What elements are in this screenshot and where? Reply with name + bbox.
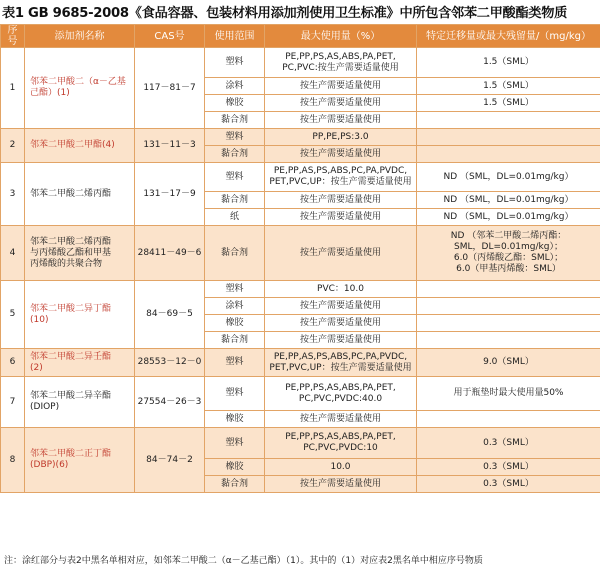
- migration-cell: ND （SML，DL=0.01mg/kg）: [417, 163, 600, 192]
- migration-cell: ND （SML，DL=0.01mg/kg）: [417, 209, 600, 226]
- migration-cell: [417, 146, 600, 163]
- table-row: [1, 349, 600, 377]
- migration-cell: [417, 315, 600, 332]
- max-usage-cell: 按生产需要适量使用: [265, 112, 417, 129]
- cas-cell: 131－11－3: [135, 129, 205, 163]
- migration-cell: 0.3（SML）: [417, 428, 600, 459]
- header-scope: 使用范围: [205, 25, 265, 48]
- scope-cell: 黏合剂: [205, 226, 265, 281]
- table-title: 表1 GB 9685-2008《食品容器、包装材料用添加剂使用卫生标准》中所包含邻苯二甲酸酯类物质: [2, 6, 567, 21]
- cas-cell: 117－81－7: [135, 48, 205, 129]
- max-usage-cell: PE,PP,PS,AS,ABS,PA,PET, PC,PVC:按生产需要适量使用: [265, 48, 417, 78]
- table-row: [1, 428, 600, 459]
- scope-cell: 涂料: [205, 298, 265, 315]
- seq-cell: 1: [1, 48, 25, 129]
- seq-cell: 2: [1, 129, 25, 163]
- migration-cell: [417, 281, 600, 298]
- additive-name-cell: 邻苯二甲酸二烯丙酯 与丙烯酸乙酯和甲基 丙烯酸的共聚合物: [25, 226, 135, 281]
- max-usage-cell: 按生产需要适量使用: [265, 95, 417, 112]
- seq-cell: 6: [1, 349, 25, 377]
- max-usage-cell: PE,PP,AS,PS,ABS,PC,PA,PVDC, PET,PVC,UP：按生产需要适量使用: [265, 349, 417, 377]
- scope-cell: 黏合剂: [205, 112, 265, 129]
- seq-cell: 8: [1, 428, 25, 493]
- cas-cell: 84－69－5: [135, 281, 205, 349]
- scope-cell: 橡胶: [205, 411, 265, 428]
- scope-cell: 橡胶: [205, 459, 265, 476]
- max-usage-cell: PVC：10.0: [265, 281, 417, 298]
- scope-cell: 黏合剂: [205, 146, 265, 163]
- header-migration: 特定迁移量或最大残留量/（mg/kg）: [417, 25, 600, 48]
- migration-cell: [417, 411, 600, 428]
- seq-cell: 5: [1, 281, 25, 349]
- additive-name-cell: 邻苯二甲酸二烯丙酯: [25, 163, 135, 226]
- max-usage-cell: 按生产需要适量使用: [265, 209, 417, 226]
- max-usage-cell: 按生产需要适量使用: [265, 476, 417, 493]
- header-max: 最大使用量（%）: [265, 25, 417, 48]
- max-usage-cell: PE,PP,PS,AS,ABS,PA,PET, PC,PVC,PVDC:10: [265, 428, 417, 459]
- migration-cell: [417, 298, 600, 315]
- additive-name-cell: 邻苯二甲酸二异丁酯 (10): [25, 281, 135, 349]
- migration-cell: ND （SML，DL=0.01mg/kg）: [417, 192, 600, 209]
- additive-name-cell: 邻苯二甲酸二异壬酯 (2): [25, 349, 135, 377]
- scope-cell: 塑料: [205, 428, 265, 459]
- migration-cell: [417, 129, 600, 146]
- cas-cell: 131－17－9: [135, 163, 205, 226]
- seq-cell: 7: [1, 377, 25, 428]
- migration-cell: 0.3（SML）: [417, 459, 600, 476]
- max-usage-cell: PE,PP,AS,PS,ABS,PC,PA,PVDC, PET,PVC,UP：按生产需要适量使用: [265, 163, 417, 192]
- scope-cell: 橡胶: [205, 95, 265, 112]
- migration-cell: 1.5（SML）: [417, 95, 600, 112]
- cas-cell: 27554－26－3: [135, 377, 205, 428]
- seq-cell: 4: [1, 226, 25, 281]
- scope-cell: 橡胶: [205, 315, 265, 332]
- table-row: [1, 163, 600, 192]
- scope-cell: 黏合剂: [205, 476, 265, 493]
- max-usage-cell: PE,PP,PS,AS,ABS,PA,PET, PC,PVC,PVDC:40.0: [265, 377, 417, 411]
- scope-cell: 塑料: [205, 349, 265, 377]
- max-usage-cell: 按生产需要适量使用: [265, 298, 417, 315]
- max-usage-cell: 按生产需要适量使用: [265, 332, 417, 349]
- header-row: [1, 25, 600, 48]
- cas-cell: 28411－49－6: [135, 226, 205, 281]
- max-usage-cell: 10.0: [265, 459, 417, 476]
- max-usage-cell: 按生产需要适量使用: [265, 315, 417, 332]
- scope-cell: 纸: [205, 209, 265, 226]
- phthalate-table: [0, 24, 600, 493]
- scope-cell: 涂料: [205, 78, 265, 95]
- scope-cell: 塑料: [205, 48, 265, 78]
- scope-cell: 黏合剂: [205, 332, 265, 349]
- max-usage-cell: 按生产需要适量使用: [265, 192, 417, 209]
- migration-cell: 9.0（SML）: [417, 349, 600, 377]
- cas-cell: 28553－12－0: [135, 349, 205, 377]
- migration-cell: ND （邻苯二甲酸二烯丙酯： SML，DL=0.01mg/kg）； 6.0（丙烯酸乙酯：SML）； 6.0（甲基丙烯酸：SML）: [417, 226, 600, 281]
- header-cas: CAS号: [135, 25, 205, 48]
- table-row: [1, 48, 600, 78]
- additive-name-cell: 邻苯二甲酸二正丁酯 (DBP)(6): [25, 428, 135, 493]
- migration-cell: 1.5（SML）: [417, 48, 600, 78]
- max-usage-cell: 按生产需要适量使用: [265, 226, 417, 281]
- additive-name-cell: 邻苯二甲酸二（α－乙基己酯）(1): [25, 48, 135, 129]
- table-row: [1, 377, 600, 411]
- max-usage-cell: 按生产需要适量使用: [265, 146, 417, 163]
- additive-name-cell: 邻苯二甲酸二异辛酯 (DIOP): [25, 377, 135, 428]
- footnote: 注：涂红部分与表2中黑名单相对应，如邻苯二甲酸二（α－乙基己酯）（1）。其中的（1）对应表2黑名单中相应序号物质: [4, 556, 483, 566]
- cas-cell: 84－74－2: [135, 428, 205, 493]
- header-name: 添加剂名称: [25, 25, 135, 48]
- seq-cell: 3: [1, 163, 25, 226]
- table-row: [1, 281, 600, 298]
- scope-cell: 塑料: [205, 129, 265, 146]
- additive-name-cell: 邻苯二甲酸二甲酯(4): [25, 129, 135, 163]
- migration-cell: [417, 112, 600, 129]
- migration-cell: 用于瓶垫时最大使用量50%: [417, 377, 600, 411]
- scope-cell: 塑料: [205, 163, 265, 192]
- table-body: [1, 48, 600, 493]
- header-seq: 序号: [1, 25, 25, 48]
- table-row: [1, 226, 600, 281]
- scope-cell: 黏合剂: [205, 192, 265, 209]
- scope-cell: 塑料: [205, 377, 265, 411]
- max-usage-cell: PP,PE,PS:3.0: [265, 129, 417, 146]
- migration-cell: [417, 332, 600, 349]
- migration-cell: 0.3（SML）: [417, 476, 600, 493]
- max-usage-cell: 按生产需要适量使用: [265, 411, 417, 428]
- migration-cell: 1.5（SML）: [417, 78, 600, 95]
- max-usage-cell: 按生产需要适量使用: [265, 78, 417, 95]
- scope-cell: 塑料: [205, 281, 265, 298]
- table-row: [1, 129, 600, 146]
